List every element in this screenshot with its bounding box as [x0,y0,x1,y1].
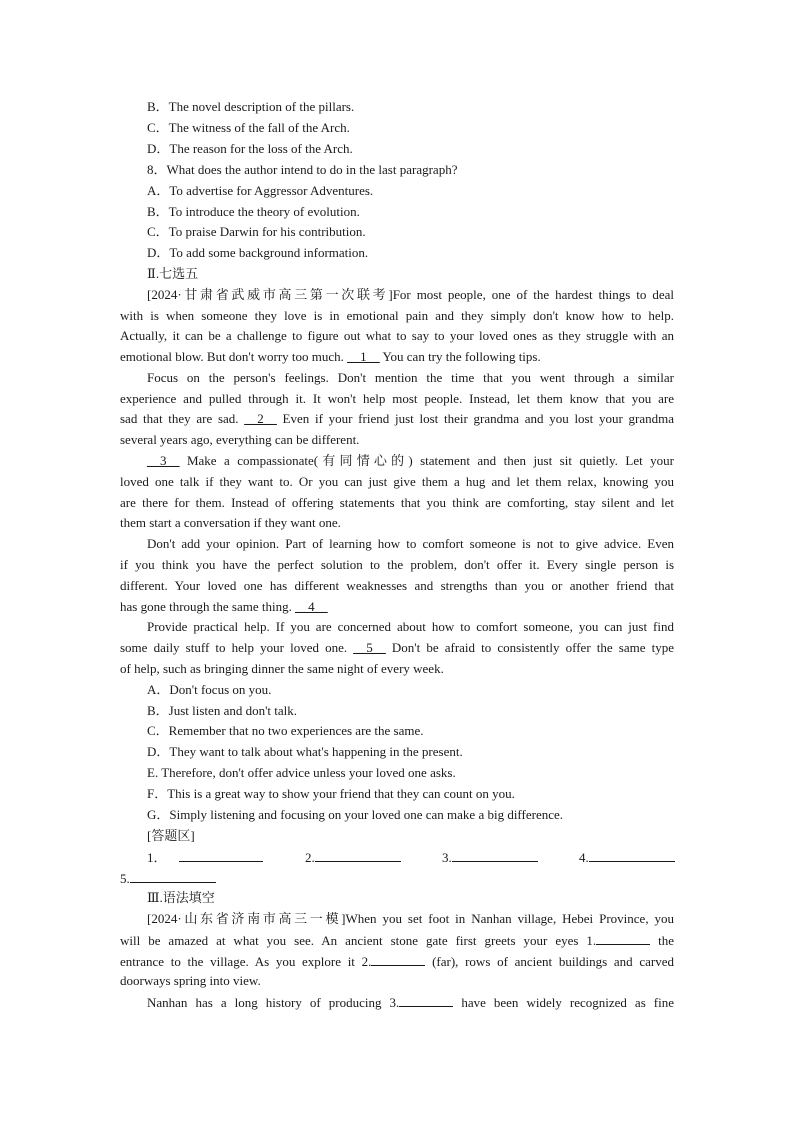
s2-option-e: E. Therefore, don't offer advice unless your loved one asks. [147,765,456,780]
answer-2-blank[interactable] [315,848,401,862]
q7-option-b: B．The novel description of the pillars. [147,99,355,114]
s2-p2-line3-text-b: Even if your friend just lost their grandma and you lost your grandma [276,411,674,426]
s2-option-c: C．Remember that no two experiences are the same. [147,723,424,738]
q8-option-b: B．To introduce the theory of evolution. [147,204,360,219]
s2-p4-line4 [120,598,328,616]
q8-option-d: D．To add some background information. [147,245,369,260]
s2-p5-line3: of help, such as bringing dinner the same night of every week. [120,661,444,676]
answer-5 [120,869,216,888]
s3-p2-line1-text-b: have been widely recognized as fine [453,995,674,1010]
s2-p2-line3 [120,410,674,428]
s2-option-b: B．Just listen and don't talk. [147,703,298,718]
answer-2-number: 2. [305,850,315,865]
s2-p4-line3: different. Your loved one has different weaknesses and strengths than you or another friend that [120,578,674,593]
s3-p1-line2 [120,931,674,950]
s3-p1-line4: doorways spring into view. [120,973,261,988]
grammar-blank-2[interactable] [371,952,425,966]
s2-p1-line1: [2024·甘肃省武威市高三第一次联考]For most people, one of the hardest things to deal [147,287,674,302]
s2-p2-line1: Focus on the person's feelings. Don't mention the time that you went through a similar [147,370,674,385]
blank-1[interactable]: __1__ [347,349,380,364]
s2-p1-line4-text-a: emotional blow. But don't worry too much. [120,349,348,364]
blank-4[interactable]: __4__ [295,599,328,614]
answer-5-number: 5. [120,871,130,886]
answer-2 [305,848,401,867]
q8-question: 8．What does the author intend to do in the last paragraph? [147,162,458,177]
s2-p5-line2-text-a: some daily stuff to help your loved one. [120,640,354,655]
answer-3 [442,848,538,867]
answer-4-blank[interactable] [589,848,675,862]
s3-p1-line2-text-b: the [650,933,674,948]
s3-p1-line1: [2024·山东省济南市高三一模]When you set foot in Nanhan village, Hebei Province, you [147,911,674,926]
s2-p3-line1-text: Make a compassionate(有同情心的) statement and then just sit quietly. Let your [179,453,674,468]
s2-p3-line1 [147,452,674,470]
answer-5-blank[interactable] [130,869,216,883]
s2-p1-line2: with is when someone they love is in emotional pain and they simply don't know how to help. [120,308,674,323]
s2-p2-line3-text-a: sad that they are sad. [120,411,245,426]
s2-p1-line3: Actually, it can be a challenge to figure out what to say to your loved ones as they struggle with an [120,328,674,343]
answer-4-number: 4. [579,850,589,865]
answer-1-number: 1． [147,850,167,865]
s2-p2-line4: several years ago, everything can be different. [120,432,360,447]
section-3-heading: Ⅲ.语法填空 [147,890,215,905]
s3-p1-line3-text-a: entrance to the village. As you explore it 2. [120,954,372,969]
s2-option-f: F．This is a great way to show your friend that they can count on you. [147,786,515,801]
s2-p1-line4-text-b: You can try the following tips. [379,349,541,364]
s2-p5-line2-text-b: Don't be afraid to consistently offer the same type [385,640,674,655]
q8-option-c: C．To praise Darwin for his contribution. [147,224,366,239]
blank-3[interactable]: __3__ [147,453,180,468]
s3-p2-line1-text-a: Nanhan has a long history of producing 3. [147,995,400,1010]
s2-p5-line1: Provide practical help. If you are concerned about how to comfort someone, you can just find [147,619,674,634]
blank-5[interactable]: __5__ [353,640,386,655]
s2-p4-line1: Don't add your opinion. Part of learning how to comfort someone is not to give advice. Even [147,536,674,551]
answer-3-blank[interactable] [452,848,538,862]
s2-p3-line2: loved one talk if they want to. Or you can just give them a hug and let them relax, knowing you [120,474,674,489]
s2-p5-line2 [120,639,674,657]
answer-3-number: 3. [442,850,452,865]
grammar-blank-1[interactable] [596,931,650,945]
q8-option-a: A．To advertise for Aggressor Adventures. [147,183,374,198]
s2-p3-line4: them start a conversation if they want one. [120,515,341,530]
answer-1-blank[interactable] [179,848,263,862]
s3-p1-line2-text-a: will be amazed at what you see. An ancient stone gate first greets your eyes 1. [120,933,597,948]
s2-p2-line2: experience and pulled through it. It won't help most people. Instead, let them know that you are [120,391,674,406]
blank-2[interactable]: __2__ [244,411,277,426]
answer-area-label: [答题区] [147,828,195,843]
s2-option-g: G．Simply listening and focusing on your loved one can make a big difference. [147,807,564,822]
s2-p4-line2: if you think you have the perfect solution to the problem, don't offer it. Every single person is [120,557,674,572]
s2-p4-line4-text: has gone through the same thing. [120,599,296,614]
answer-4 [579,848,675,867]
s2-option-a: A．Don't focus on you. [147,682,272,697]
section-2-heading: Ⅱ.七选五 [147,266,199,281]
s3-p1-line3 [120,952,674,971]
s2-option-d: D．They want to talk about what's happening in the present. [147,744,463,759]
s3-p1-line3-text-b: (far), rows of ancient buildings and carved [425,954,675,969]
s2-p1-line4 [120,348,541,366]
s3-p2-line1 [147,993,674,1012]
q7-option-c: C．The witness of the fall of the Arch. [147,120,350,135]
s2-p3-line3: are there for them. Instead of offering statements that you think are comforting, stay silent and let [120,495,674,510]
grammar-blank-3[interactable] [399,993,453,1007]
answer-1 [147,848,263,867]
q7-option-d: D．The reason for the loss of the Arch. [147,141,353,156]
